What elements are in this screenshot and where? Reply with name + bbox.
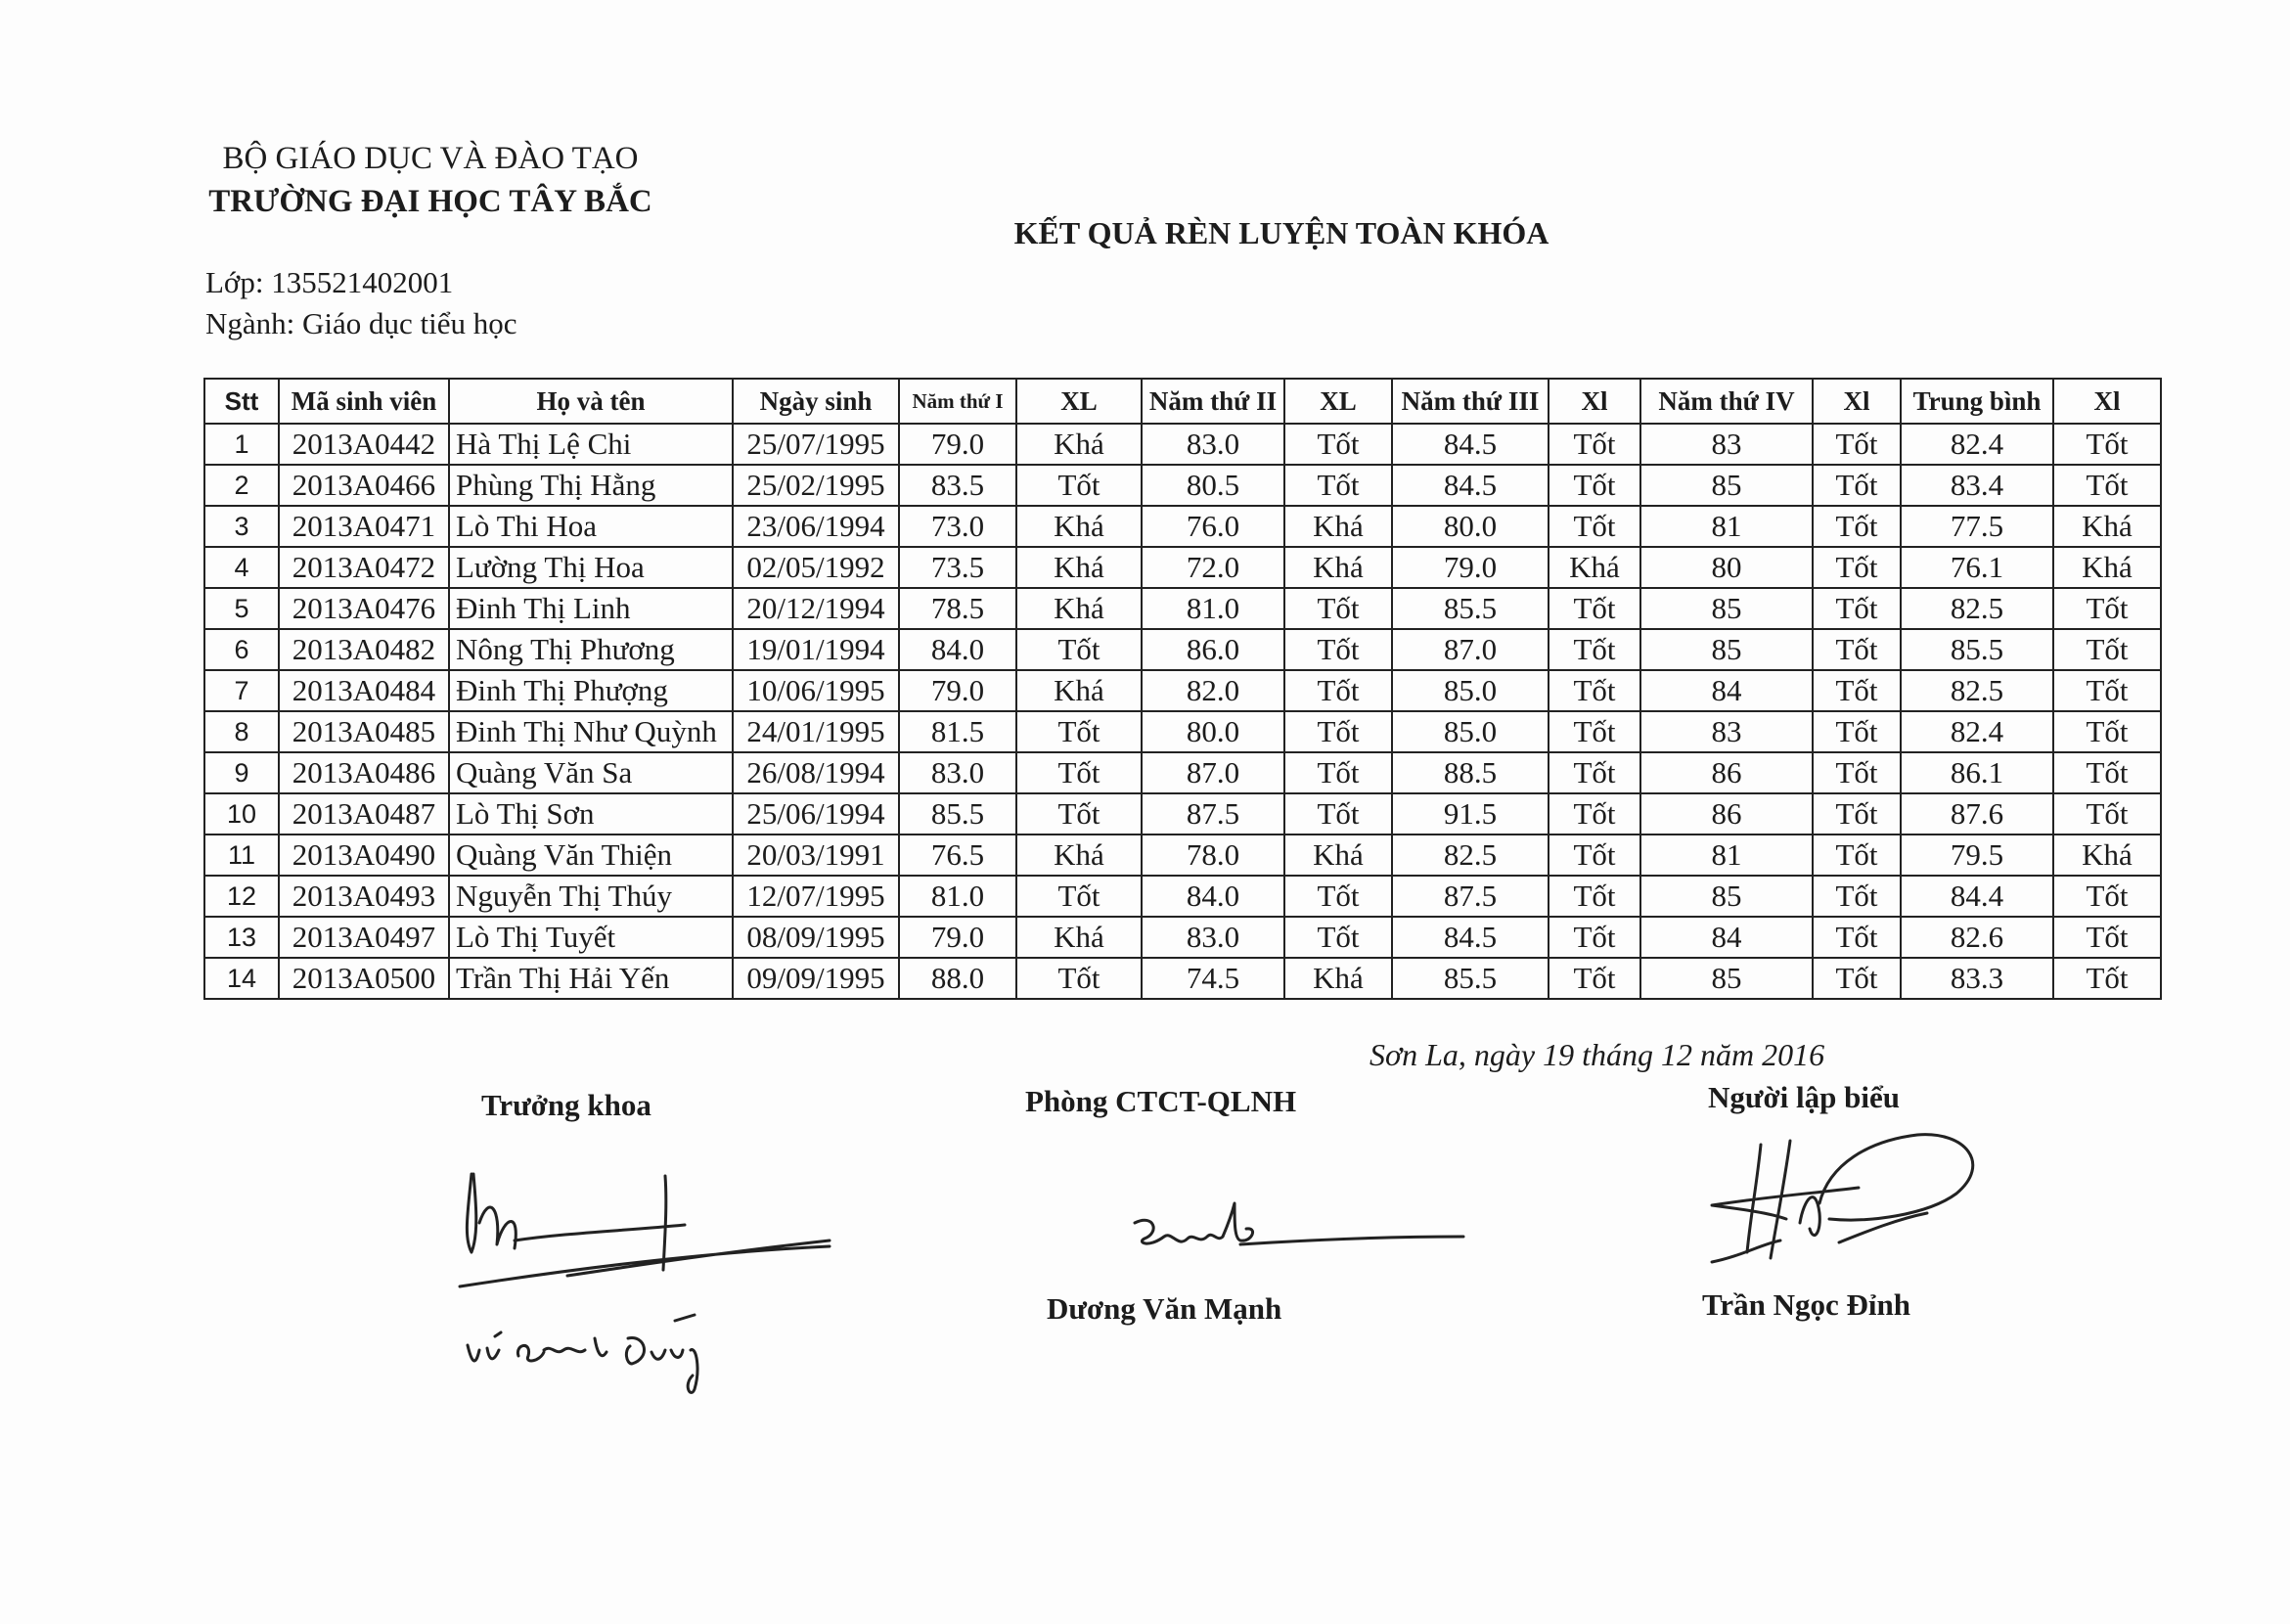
table-cell: 82.5 bbox=[1901, 588, 2053, 629]
row-index: 11 bbox=[204, 835, 279, 876]
university-name: TRƯỜNG ĐẠI HỌC TÂY BẮC bbox=[208, 184, 652, 219]
table-cell: Tốt bbox=[2053, 876, 2161, 917]
row-index: 4 bbox=[204, 547, 279, 588]
table-cell: 2013A0476 bbox=[279, 588, 449, 629]
student-name: Lò Thị Sơn bbox=[449, 793, 733, 835]
document-title: KẾT QUẢ RÈN LUYỆN TOÀN KHÓA bbox=[1013, 215, 1549, 250]
table-cell: Tốt bbox=[1813, 588, 1901, 629]
table-cell: 81.5 bbox=[899, 711, 1016, 752]
table-cell: 80 bbox=[1640, 547, 1813, 588]
table-cell: 2013A0486 bbox=[279, 752, 449, 793]
table-cell: 85 bbox=[1640, 629, 1813, 670]
table-cell: Tốt bbox=[1016, 876, 1142, 917]
table-cell: 2013A0487 bbox=[279, 793, 449, 835]
table-cell: Khá bbox=[1016, 588, 1142, 629]
table-cell: Tốt bbox=[1813, 752, 1901, 793]
table-cell: Tốt bbox=[1549, 588, 1640, 629]
table-cell: 86.1 bbox=[1901, 752, 2053, 793]
preparer-signature bbox=[1702, 1125, 1996, 1272]
place-date: Sơn La, ngày 19 tháng 12 năm 2016 bbox=[1370, 1037, 1825, 1072]
table-cell: 86 bbox=[1640, 752, 1813, 793]
table-cell: 79.0 bbox=[899, 917, 1016, 958]
column-header: XL bbox=[1016, 379, 1142, 424]
table-cell: 2013A0497 bbox=[279, 917, 449, 958]
table-cell: Tốt bbox=[1284, 588, 1392, 629]
office-signer-name: Dương Văn Mạnh bbox=[1047, 1291, 1282, 1326]
table-cell: Tốt bbox=[1549, 465, 1640, 506]
table-cell: Tốt bbox=[2053, 588, 2161, 629]
table-cell: 19/01/1994 bbox=[733, 629, 899, 670]
column-header: Năm thứ II bbox=[1142, 379, 1284, 424]
table-cell: 88.0 bbox=[899, 958, 1016, 999]
column-header: Ngày sinh bbox=[733, 379, 899, 424]
table-cell: 2013A0484 bbox=[279, 670, 449, 711]
table-cell: Khá bbox=[1016, 506, 1142, 547]
table-cell: Tốt bbox=[1284, 752, 1392, 793]
preparer-signer-name: Trần Ngọc Đỉnh bbox=[1702, 1287, 1911, 1322]
table-cell: Tốt bbox=[1549, 424, 1640, 465]
table-row bbox=[204, 588, 2161, 629]
table-cell: 09/09/1995 bbox=[733, 958, 899, 999]
table-cell: Tốt bbox=[1813, 424, 1901, 465]
table-cell: Tốt bbox=[1549, 793, 1640, 835]
table-cell: Tốt bbox=[1813, 835, 1901, 876]
table-cell: Khá bbox=[1549, 547, 1640, 588]
table-cell: 78.0 bbox=[1142, 835, 1284, 876]
table-cell: Tốt bbox=[1813, 793, 1901, 835]
table-cell: Tốt bbox=[2053, 917, 2161, 958]
column-header: Năm thứ I bbox=[899, 379, 1016, 424]
student-name: Đinh Thị Linh bbox=[449, 588, 733, 629]
row-index: 12 bbox=[204, 876, 279, 917]
table-cell: 80.0 bbox=[1392, 506, 1549, 547]
table-cell: 20/12/1994 bbox=[733, 588, 899, 629]
table-cell: 2013A0472 bbox=[279, 547, 449, 588]
table-cell: 83.0 bbox=[899, 752, 1016, 793]
table-cell: 2013A0471 bbox=[279, 506, 449, 547]
table-cell: 84.5 bbox=[1392, 465, 1549, 506]
table-header-row bbox=[204, 379, 2161, 424]
table-cell: 74.5 bbox=[1142, 958, 1284, 999]
table-row bbox=[204, 917, 2161, 958]
table-cell: Tốt bbox=[1549, 506, 1640, 547]
table-cell: Tốt bbox=[1016, 958, 1142, 999]
table-cell: 72.0 bbox=[1142, 547, 1284, 588]
table-cell: Tốt bbox=[2053, 752, 2161, 793]
table-row bbox=[204, 752, 2161, 793]
table-cell: 2013A0482 bbox=[279, 629, 449, 670]
column-header: Stt bbox=[204, 379, 279, 424]
table-row bbox=[204, 670, 2161, 711]
table-cell: Khá bbox=[2053, 506, 2161, 547]
table-cell: 82.0 bbox=[1142, 670, 1284, 711]
table-cell: 84.4 bbox=[1901, 876, 2053, 917]
issuing-organization bbox=[205, 137, 655, 223]
table-cell: 85.5 bbox=[1392, 588, 1549, 629]
table-cell: Khá bbox=[2053, 547, 2161, 588]
column-header: Xl bbox=[1549, 379, 1640, 424]
row-index: 3 bbox=[204, 506, 279, 547]
table-cell: 84.5 bbox=[1392, 424, 1549, 465]
student-name: Nông Thị Phương bbox=[449, 629, 733, 670]
table-cell: Tốt bbox=[1813, 917, 1901, 958]
table-cell: 2013A0485 bbox=[279, 711, 449, 752]
table-cell: Khá bbox=[1284, 835, 1392, 876]
table-cell: Tốt bbox=[1549, 917, 1640, 958]
table-cell: 85.5 bbox=[899, 793, 1016, 835]
table-cell: Khá bbox=[2053, 835, 2161, 876]
table-cell: Khá bbox=[1284, 506, 1392, 547]
table-cell: 78.5 bbox=[899, 588, 1016, 629]
student-name: Quàng Văn Thiện bbox=[449, 835, 733, 876]
table-cell: 83.4 bbox=[1901, 465, 2053, 506]
table-cell: 81.0 bbox=[899, 876, 1016, 917]
table-cell: Khá bbox=[1016, 547, 1142, 588]
column-header: Năm thứ III bbox=[1392, 379, 1549, 424]
dean-signature bbox=[450, 1154, 841, 1409]
ministry-name: BỘ GIÁO DỤC VÀ ĐÀO TẠO bbox=[222, 141, 639, 176]
table-cell: Tốt bbox=[1549, 629, 1640, 670]
column-header: Mã sinh viên bbox=[279, 379, 449, 424]
table-cell: Tốt bbox=[1813, 629, 1901, 670]
office-role: Phòng CTCT-QLNH bbox=[1025, 1084, 1297, 1118]
table-cell: Tốt bbox=[1549, 711, 1640, 752]
student-name: Lường Thị Hoa bbox=[449, 547, 733, 588]
table-cell: Tốt bbox=[1016, 711, 1142, 752]
table-cell: 76.5 bbox=[899, 835, 1016, 876]
table-cell: Tốt bbox=[1549, 670, 1640, 711]
table-cell: 2013A0493 bbox=[279, 876, 449, 917]
table-cell: Tốt bbox=[1813, 465, 1901, 506]
table-cell: 2013A0500 bbox=[279, 958, 449, 999]
table-cell: Tốt bbox=[1284, 876, 1392, 917]
table-cell: 87.6 bbox=[1901, 793, 2053, 835]
table-cell: 83.0 bbox=[1142, 917, 1284, 958]
column-header: Năm thứ IV bbox=[1640, 379, 1813, 424]
table-row bbox=[204, 465, 2161, 506]
table-cell: 85 bbox=[1640, 465, 1813, 506]
student-name: Đinh Thị Phượng bbox=[449, 670, 733, 711]
table-cell: Tốt bbox=[1284, 465, 1392, 506]
table-cell: 84 bbox=[1640, 917, 1813, 958]
table-cell: Tốt bbox=[1813, 506, 1901, 547]
table-cell: Tốt bbox=[1284, 629, 1392, 670]
class-info bbox=[205, 262, 517, 344]
table-cell: 23/06/1994 bbox=[733, 506, 899, 547]
table-cell: 82.4 bbox=[1901, 711, 2053, 752]
table-cell: 87.5 bbox=[1142, 793, 1284, 835]
table-cell: 73.0 bbox=[899, 506, 1016, 547]
table-cell: 82.5 bbox=[1392, 835, 1549, 876]
table-cell: Tốt bbox=[1284, 711, 1392, 752]
table-cell: 87.0 bbox=[1142, 752, 1284, 793]
table-cell: 83.0 bbox=[1142, 424, 1284, 465]
table-cell: Tốt bbox=[1016, 465, 1142, 506]
table-cell: 84.5 bbox=[1392, 917, 1549, 958]
table-cell: 86.0 bbox=[1142, 629, 1284, 670]
table-cell: 82.5 bbox=[1901, 670, 2053, 711]
column-header: Xl bbox=[2053, 379, 2161, 424]
table-cell: 79.0 bbox=[899, 670, 1016, 711]
table-cell: 2013A0442 bbox=[279, 424, 449, 465]
student-name: Đinh Thị Như Quỳnh bbox=[449, 711, 733, 752]
table-cell: Tốt bbox=[2053, 629, 2161, 670]
column-header: Trung bình bbox=[1901, 379, 2053, 424]
table-cell: 85.0 bbox=[1392, 670, 1549, 711]
table-row bbox=[204, 711, 2161, 752]
table-cell: 85.0 bbox=[1392, 711, 1549, 752]
table-cell: 02/05/1992 bbox=[733, 547, 899, 588]
row-index: 14 bbox=[204, 958, 279, 999]
table-cell: 85.5 bbox=[1392, 958, 1549, 999]
table-row bbox=[204, 793, 2161, 835]
row-index: 5 bbox=[204, 588, 279, 629]
table-cell: 76.1 bbox=[1901, 547, 2053, 588]
table-cell: 85 bbox=[1640, 588, 1813, 629]
table-cell: 10/06/1995 bbox=[733, 670, 899, 711]
column-header: Xl bbox=[1813, 379, 1901, 424]
table-cell: 79.5 bbox=[1901, 835, 2053, 876]
table-cell: Tốt bbox=[2053, 670, 2161, 711]
table-cell: Tốt bbox=[2053, 465, 2161, 506]
table-cell: Tốt bbox=[2053, 424, 2161, 465]
table-cell: 08/09/1995 bbox=[733, 917, 899, 958]
table-cell: 73.5 bbox=[899, 547, 1016, 588]
student-name: Lò Thi Hoa bbox=[449, 506, 733, 547]
table-cell: Tốt bbox=[2053, 793, 2161, 835]
table-row bbox=[204, 629, 2161, 670]
table-cell: 76.0 bbox=[1142, 506, 1284, 547]
table-cell: Tốt bbox=[1016, 793, 1142, 835]
table-cell: Tốt bbox=[1549, 752, 1640, 793]
table-cell: 79.0 bbox=[1392, 547, 1549, 588]
table-cell: 84 bbox=[1640, 670, 1813, 711]
table-cell: 88.5 bbox=[1392, 752, 1549, 793]
student-name: Nguyễn Thị Thúy bbox=[449, 876, 733, 917]
class-line: Lớp: 135521402001 bbox=[205, 265, 454, 299]
table-cell: 81 bbox=[1640, 506, 1813, 547]
dean-role: Trưởng khoa bbox=[481, 1088, 651, 1122]
table-cell: Tốt bbox=[1549, 835, 1640, 876]
table-cell: 79.0 bbox=[899, 424, 1016, 465]
table-row bbox=[204, 835, 2161, 876]
table-cell: 82.6 bbox=[1901, 917, 2053, 958]
student-name: Lò Thị Tuyết bbox=[449, 917, 733, 958]
row-index: 1 bbox=[204, 424, 279, 465]
row-index: 10 bbox=[204, 793, 279, 835]
table-cell: 85 bbox=[1640, 958, 1813, 999]
table-cell: Tốt bbox=[1813, 711, 1901, 752]
table-row bbox=[204, 547, 2161, 588]
row-index: 7 bbox=[204, 670, 279, 711]
table-cell: 25/07/1995 bbox=[733, 424, 899, 465]
table-cell: Khá bbox=[1284, 547, 1392, 588]
table-cell: Tốt bbox=[1284, 793, 1392, 835]
table-cell: 2013A0466 bbox=[279, 465, 449, 506]
table-cell: 83 bbox=[1640, 711, 1813, 752]
table-cell: Khá bbox=[1016, 917, 1142, 958]
table-cell: Tốt bbox=[1016, 629, 1142, 670]
table-cell: 83.3 bbox=[1901, 958, 2053, 999]
table-cell: 83.5 bbox=[899, 465, 1016, 506]
table-cell: Khá bbox=[1016, 835, 1142, 876]
row-index: 13 bbox=[204, 917, 279, 958]
table-cell: Tốt bbox=[1016, 752, 1142, 793]
table-cell: Tốt bbox=[1813, 670, 1901, 711]
column-header: Họ và tên bbox=[449, 379, 733, 424]
results-table-body bbox=[204, 424, 2161, 999]
table-row bbox=[204, 424, 2161, 465]
table-cell: 2013A0490 bbox=[279, 835, 449, 876]
table-cell: Tốt bbox=[2053, 711, 2161, 752]
table-cell: 87.5 bbox=[1392, 876, 1549, 917]
table-cell: Tốt bbox=[1284, 670, 1392, 711]
table-cell: 84.0 bbox=[1142, 876, 1284, 917]
major-line: Ngành: Giáo dục tiểu học bbox=[205, 306, 517, 340]
table-cell: Tốt bbox=[1549, 958, 1640, 999]
results-table bbox=[203, 378, 2162, 1000]
row-index: 2 bbox=[204, 465, 279, 506]
table-cell: Khá bbox=[1016, 670, 1142, 711]
row-index: 8 bbox=[204, 711, 279, 752]
table-cell: 26/08/1994 bbox=[733, 752, 899, 793]
table-cell: 25/02/1995 bbox=[733, 465, 899, 506]
row-index: 9 bbox=[204, 752, 279, 793]
table-cell: 81 bbox=[1640, 835, 1813, 876]
student-name: Phùng Thị Hằng bbox=[449, 465, 733, 506]
table-cell: Tốt bbox=[1813, 876, 1901, 917]
row-index: 6 bbox=[204, 629, 279, 670]
table-cell: Tốt bbox=[1284, 424, 1392, 465]
office-signature bbox=[1125, 1194, 1477, 1282]
table-cell: Tốt bbox=[1813, 547, 1901, 588]
table-cell: 25/06/1994 bbox=[733, 793, 899, 835]
table-cell: 81.0 bbox=[1142, 588, 1284, 629]
table-cell: 91.5 bbox=[1392, 793, 1549, 835]
table-cell: 77.5 bbox=[1901, 506, 2053, 547]
table-cell: 87.0 bbox=[1392, 629, 1549, 670]
student-name: Quàng Văn Sa bbox=[449, 752, 733, 793]
table-cell: Tốt bbox=[1813, 958, 1901, 999]
column-header: XL bbox=[1284, 379, 1392, 424]
table-cell: 20/03/1991 bbox=[733, 835, 899, 876]
student-name: Hà Thị Lệ Chi bbox=[449, 424, 733, 465]
table-cell: 85 bbox=[1640, 876, 1813, 917]
table-cell: 12/07/1995 bbox=[733, 876, 899, 917]
table-cell: 80.0 bbox=[1142, 711, 1284, 752]
table-cell: Khá bbox=[1284, 958, 1392, 999]
table-cell: Khá bbox=[1016, 424, 1142, 465]
table-cell: 83 bbox=[1640, 424, 1813, 465]
table-cell: 80.5 bbox=[1142, 465, 1284, 506]
table-row bbox=[204, 506, 2161, 547]
preparer-role: Người lập biểu bbox=[1708, 1080, 1900, 1114]
table-cell: Tốt bbox=[2053, 958, 2161, 999]
table-cell: 24/01/1995 bbox=[733, 711, 899, 752]
table-cell: 84.0 bbox=[899, 629, 1016, 670]
table-row bbox=[204, 958, 2161, 999]
table-row bbox=[204, 876, 2161, 917]
table-cell: Tốt bbox=[1549, 876, 1640, 917]
table-cell: 82.4 bbox=[1901, 424, 2053, 465]
student-name: Trần Thị Hải Yến bbox=[449, 958, 733, 999]
table-cell: Tốt bbox=[1284, 917, 1392, 958]
table-cell: 85.5 bbox=[1901, 629, 2053, 670]
table-cell: 86 bbox=[1640, 793, 1813, 835]
